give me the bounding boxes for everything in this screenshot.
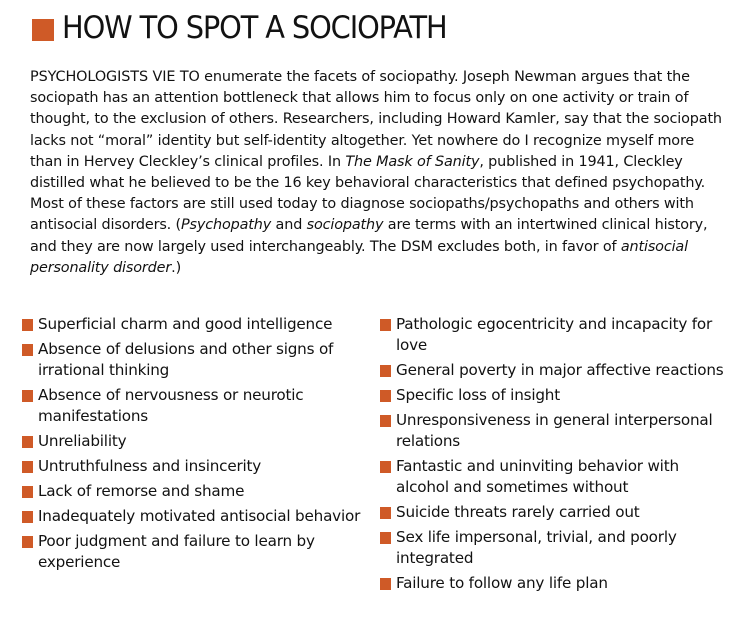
list-item-text: Unresponsiveness in general interpersonal relations xyxy=(396,411,713,450)
list-item-text: General poverty in major affective reactions xyxy=(396,361,724,379)
bullet-square-icon xyxy=(380,532,391,544)
bullet-square-icon xyxy=(22,511,33,523)
intro-paragraph xyxy=(30,67,730,279)
list-item xyxy=(22,481,367,502)
bullet-square-icon xyxy=(22,319,33,331)
list-item xyxy=(380,456,730,498)
list-item xyxy=(22,456,367,477)
list-item-text: Pathologic egocentricity and incapacity for love xyxy=(396,315,713,354)
bullet-square-icon xyxy=(380,319,391,331)
bullet-square-icon xyxy=(380,365,391,377)
list-item xyxy=(22,339,367,381)
traits-list-right xyxy=(380,314,730,598)
list-item xyxy=(380,573,730,594)
bullet-square-icon xyxy=(380,415,391,427)
bullet-square-icon xyxy=(22,486,33,498)
list-item-text: Sex life impersonal, trivial, and poorly integrated xyxy=(396,528,677,567)
list-item-text: Superficial charm and good intelligence xyxy=(38,315,333,333)
book-title: The Mask of Sanity xyxy=(345,153,480,170)
intro-sentence-3: and xyxy=(271,217,307,234)
bullet-square-icon xyxy=(380,461,391,473)
list-item-text: Untruthfulness and insincerity xyxy=(38,457,262,475)
list-item-text: Poor judgment and failure to learn by experience xyxy=(38,532,315,571)
term-antisocial-personality-disorder: antisocial personality disorder xyxy=(30,238,688,276)
bullet-square-icon xyxy=(22,436,33,448)
intro-sentence-1: enumerate the facets of sociopathy. Joseph Newman argues that the sociopath has an attention bottleneck that allows him to focus only on one activity or train of thought, to the exclusion of others. Researchers, including Howard Kamler, say that the sociopath lacks not “moral” identity but self-identity altogether. Yet nowhere do I recognize myself more than in Hervey Cleckley’s clinical profiles. In xyxy=(30,69,722,170)
list-item xyxy=(380,385,730,406)
title-square-icon xyxy=(32,19,54,41)
list-item xyxy=(22,385,367,427)
bullet-square-icon xyxy=(380,578,391,590)
list-item-text: Inadequately motivated antisocial behavior xyxy=(38,507,361,525)
intro-lead: PSYCHOLOGISTS VIE TO xyxy=(30,69,200,85)
list-item-text: Suicide threats rarely carried out xyxy=(396,503,640,521)
list-item-text: Failure to follow any life plan xyxy=(396,574,608,592)
bullet-square-icon xyxy=(22,536,33,548)
list-item-text: Unreliability xyxy=(38,432,127,450)
list-item-text: Absence of delusions and other signs of irrational thinking xyxy=(38,340,334,379)
page-title: HOW TO SPOT A SOCIOPATH xyxy=(62,10,447,46)
bullet-square-icon xyxy=(22,344,33,356)
list-item xyxy=(22,531,367,573)
list-item xyxy=(22,431,367,452)
term-psychopathy: Psychopathy xyxy=(181,217,272,234)
list-item xyxy=(22,506,367,527)
list-item-text: Absence of nervousness or neurotic manifestations xyxy=(38,386,304,425)
list-item xyxy=(380,314,730,356)
list-item-text: Fantastic and uninviting behavior with alcohol and sometimes without xyxy=(396,457,679,496)
list-item xyxy=(380,502,730,523)
intro-text xyxy=(30,67,730,279)
bullet-square-icon xyxy=(22,461,33,473)
intro-sentence-5: .) xyxy=(171,259,182,276)
bullet-square-icon xyxy=(22,390,33,402)
intro-sentence-4: are terms with an intertwined clinical history, and they are now largely used interchangeably. The DSM excludes both, in favor of xyxy=(30,217,708,255)
list-item-text: Specific loss of insight xyxy=(396,386,560,404)
list-item xyxy=(380,410,730,452)
intro-sentence-2: , published in 1941, Cleckley distilled what he believed to be the 16 key behavioral characteristics that defined psychopathy. Most of these factors are still used today to diagnose sociopaths/psychopaths and others with antisocial disorders. ( xyxy=(30,153,706,234)
term-sociopathy: sociopathy xyxy=(306,217,384,234)
bullet-square-icon xyxy=(380,507,391,519)
list-item-text: Lack of remorse and shame xyxy=(38,482,245,500)
header xyxy=(32,8,475,48)
list-item xyxy=(22,314,367,335)
traits-list-left xyxy=(22,314,367,577)
bullet-square-icon xyxy=(380,390,391,402)
list-item xyxy=(380,360,730,381)
list-item xyxy=(380,527,730,569)
